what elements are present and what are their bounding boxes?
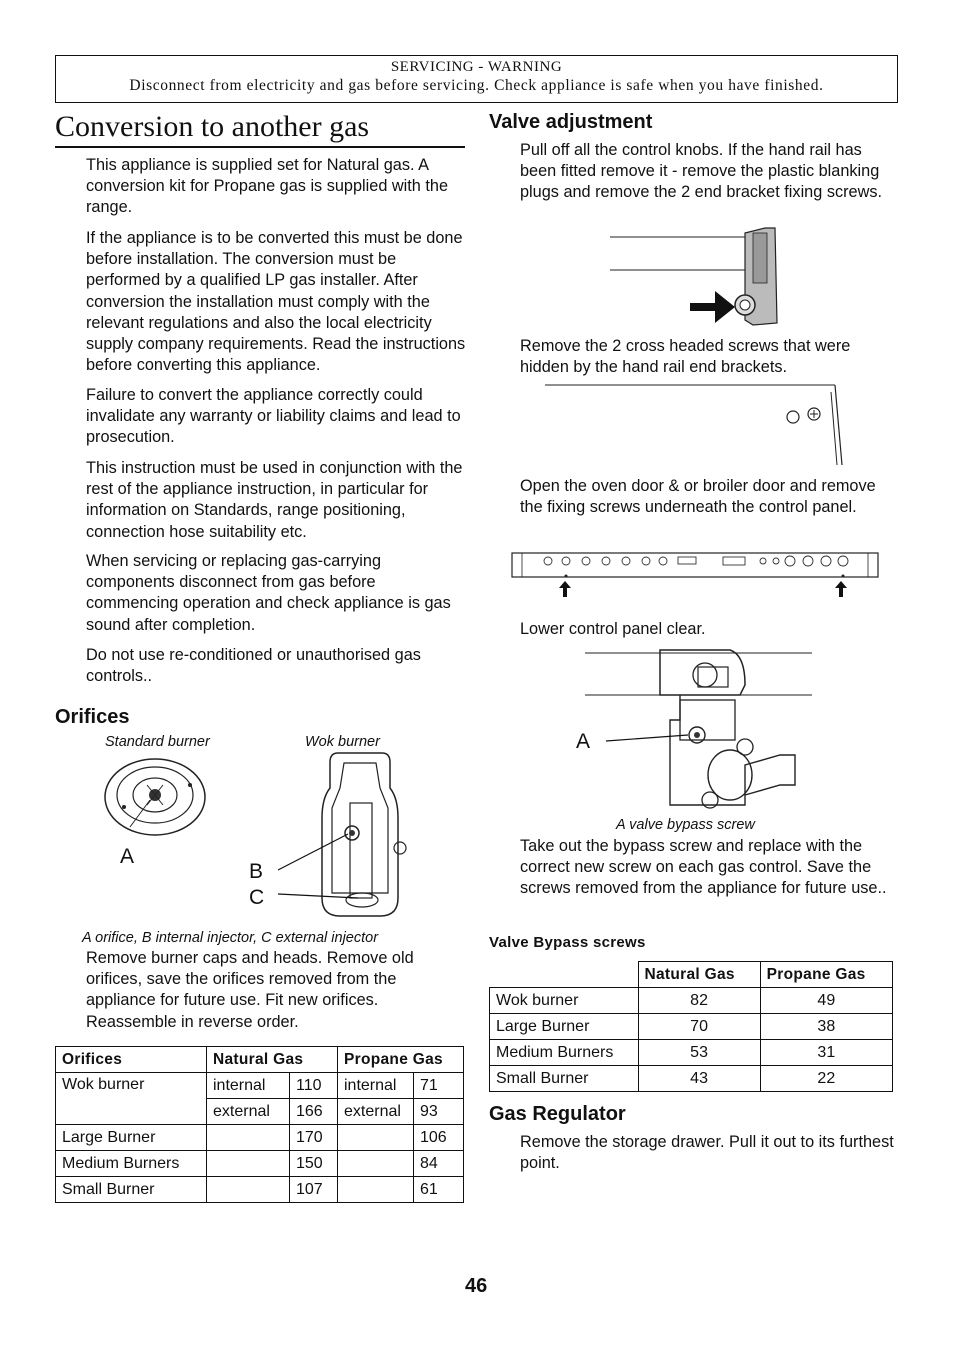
table-cell: 49 [760, 988, 892, 1014]
title-rule [55, 146, 465, 148]
table-cell: Medium Burners [490, 1040, 639, 1066]
table-cell [207, 1151, 290, 1177]
table-header: Natural Gas [638, 962, 760, 988]
page-number: 46 [465, 1275, 488, 1297]
warning-title: SERVICING - WARNING [390, 59, 563, 75]
table-cell [338, 1151, 414, 1177]
table-cell: internal [207, 1073, 290, 1099]
table-cell: 31 [760, 1040, 892, 1066]
valve-adjustment-heading: Valve adjustment [489, 111, 653, 133]
table-header-row [56, 1047, 464, 1073]
gas-regulator-text: Remove the storage drawer. Pull it out to its furthest point. [520, 1133, 894, 1173]
table-cell: external [207, 1099, 290, 1125]
wok-burner-label: Wok burner [305, 734, 380, 750]
table-cell: Small Burner [56, 1177, 207, 1203]
table-row [56, 1151, 464, 1177]
table-cell: Wok burner [490, 988, 639, 1014]
orifices-heading: Orifices [55, 706, 130, 728]
wok-burner-illustration [270, 748, 420, 923]
valve-step-2: Remove the 2 cross headed screws that were hidden by the hand rail end brackets. [520, 337, 851, 377]
table-cell: 70 [638, 1014, 760, 1040]
table-row [56, 1125, 464, 1151]
valve-bypass-caption: A valve bypass screw [616, 817, 755, 833]
table-cell: external [338, 1099, 414, 1125]
table-header: Propane Gas [760, 962, 892, 988]
table-row [490, 1014, 893, 1040]
table-cell: Small Burner [490, 1066, 639, 1092]
valve-step-4: Lower control panel clear. [520, 620, 706, 638]
table-row [490, 988, 893, 1014]
table-cell: 43 [638, 1066, 760, 1092]
table-header [490, 962, 639, 988]
valve-step-3: Open the oven door & or broiler door and remove the fixing screws underneath the control panel. [520, 477, 876, 517]
gas-valve-illustration [580, 645, 815, 815]
hand-rail-bracket-illustration [605, 225, 790, 330]
table-cell [338, 1125, 414, 1151]
intro-paragraph-2: If the appliance is to be converted this must be done before installation. The conversion must be performed by a qualified LP gas installer. After conversion the installation must comply with the relevant regulations and also the local electricity supply company requirements. Read the instructions before converting this appliance. [86, 229, 466, 375]
table-header: Propane Gas [338, 1047, 464, 1073]
table-cell: Medium Burners [56, 1151, 207, 1177]
intro-paragraph-5: When servicing or replacing gas-carrying components disconnect from gas before commencing operation and check appliance is gas sound after completion. [86, 552, 451, 634]
intro-paragraph-1: This appliance is supplied set for Natural gas. A conversion kit for Propane gas is supplied with the range. [86, 156, 449, 217]
label-b-injector: B [249, 860, 264, 883]
gas-regulator-heading: Gas Regulator [489, 1103, 626, 1125]
table-cell: 82 [638, 988, 760, 1014]
table-cell [207, 1125, 290, 1151]
standard-burner-label: Standard burner [105, 734, 210, 750]
table-cell: 61 [414, 1177, 464, 1203]
intro-paragraph-6: Do not use re-conditioned or unauthorised gas controls.. [86, 646, 421, 686]
label-a-orifice: A [120, 845, 135, 868]
table-cell: 106 [414, 1125, 464, 1151]
orifices-caption: A orifice, B internal injector, C external injector [82, 930, 379, 946]
table-cell: Wok burner [56, 1073, 207, 1125]
table-cell: 93 [414, 1099, 464, 1125]
table-header-row [490, 962, 893, 988]
intro-paragraph-3: Failure to convert the appliance correctly could invalidate any warranty or liability claims and lead to prosecution. [86, 386, 461, 447]
warning-text: Disconnect from electricity and gas before servicing. Check appliance is safe when you have finished. [129, 77, 824, 94]
table-cell: internal [338, 1073, 414, 1099]
table-cell: 110 [290, 1073, 338, 1099]
table-row [490, 1040, 893, 1066]
table-row [56, 1073, 464, 1099]
page-title: Conversion to another gas [55, 110, 370, 143]
valve-bypass-table [489, 961, 893, 1092]
label-c-injector: C [249, 886, 265, 909]
table-header: Orifices [56, 1047, 207, 1073]
label-a-valve: A [576, 730, 591, 753]
table-cell: 38 [760, 1014, 892, 1040]
table-cell: 107 [290, 1177, 338, 1203]
table-cell: 84 [414, 1151, 464, 1177]
table-cell: 170 [290, 1125, 338, 1151]
table-cell: Large Burner [490, 1014, 639, 1040]
cross-head-screws-illustration [545, 380, 850, 470]
table-header: Natural Gas [207, 1047, 338, 1073]
valve-bypass-heading: Valve Bypass screws [489, 934, 646, 951]
orifices-instructions: Remove burner caps and heads. Remove old orifices, save the orifices removed from the appliance for future use. Fit new orifices. Reassemble in reverse order. [86, 949, 414, 1031]
orifices-table [55, 1046, 464, 1203]
valve-step-1: Pull off all the control knobs. If the hand rail has been fitted remove it - remove the plastic blanking plugs and remove the 2 end bracket fixing screws. [520, 141, 882, 202]
table-cell [207, 1177, 290, 1203]
valve-step-5: Take out the bypass screw and replace with the correct new screw on each gas control. Save the screws removed from the appliance for future use.. [520, 837, 887, 898]
table-cell [338, 1177, 414, 1203]
control-panel-illustration [508, 545, 883, 600]
table-cell: 53 [638, 1040, 760, 1066]
table-cell: 71 [414, 1073, 464, 1099]
servicing-warning-box [55, 55, 898, 103]
table-cell: Large Burner [56, 1125, 207, 1151]
table-row [490, 1066, 893, 1092]
table-cell: 22 [760, 1066, 892, 1092]
table-cell: 150 [290, 1151, 338, 1177]
intro-paragraph-4: This instruction must be used in conjunction with the rest of the appliance instruction, in particular for information on Standards, range positioning, connection hose suitability etc. [86, 459, 463, 541]
table-row [56, 1177, 464, 1203]
table-cell: 166 [290, 1099, 338, 1125]
standard-burner-illustration [100, 755, 210, 845]
